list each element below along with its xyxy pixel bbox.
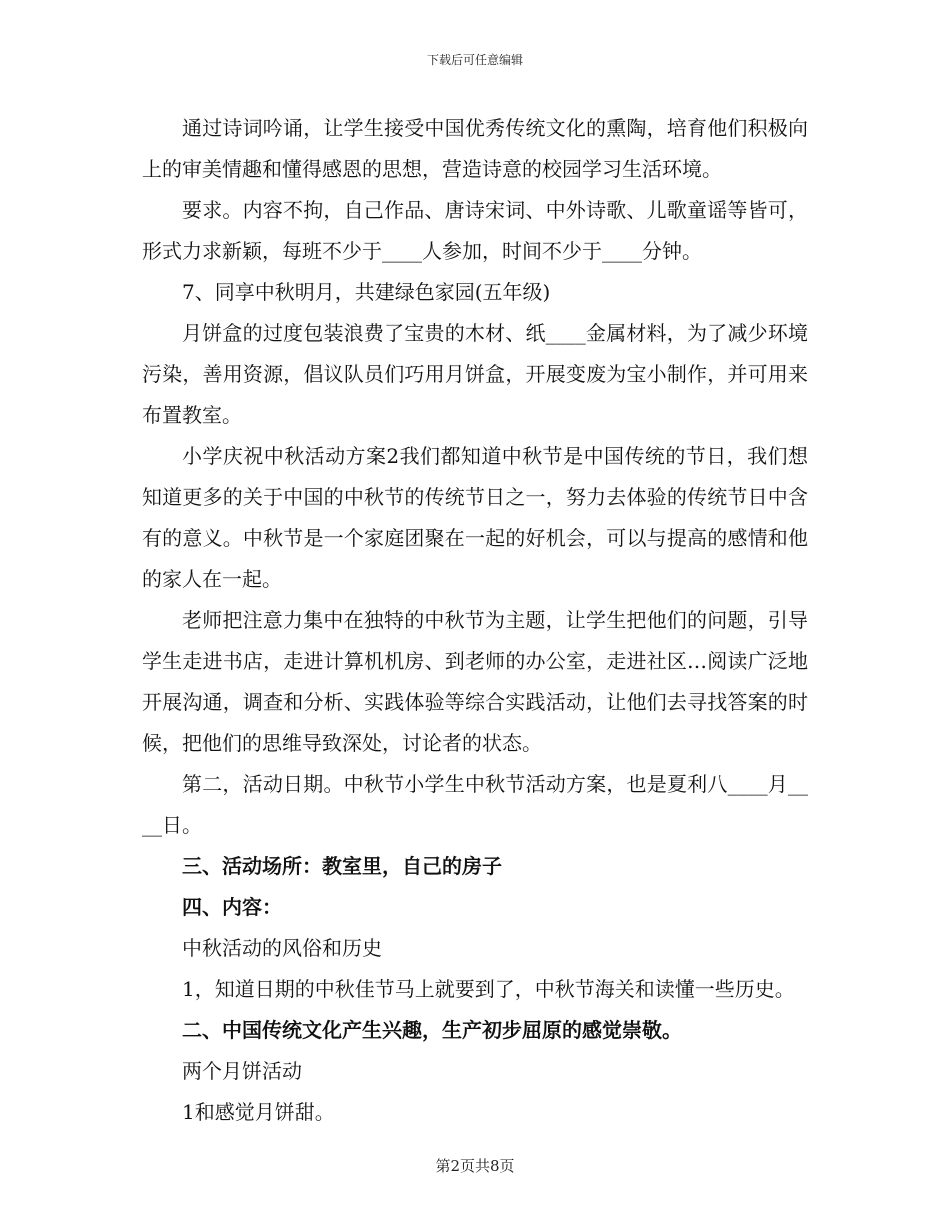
page-footer: 第2页共8页 (435, 1157, 515, 1175)
paragraph-item-1-mooncake: 1和感觉月饼甜。 (182, 1100, 335, 1124)
paragraph-requirements: 要求。内容不拘，自己作品、唐诗宋词、中外诗歌、儿歌童谣等皆可，形式力求新颖，每班不少于____人参加，时间不少于____分钟。 (142, 198, 808, 263)
paragraph-poetry-recitation: 通过诗词吟诵，让学生接受中国优秀传统文化的熏陶，培育他们积极向上的审美情趣和懂得感恩的思想，营造诗意的校园学习生活环境。 (142, 116, 808, 181)
paragraph-plan-2-intro: 小学庆祝中秋活动方案2我们都知道中秋节是中国传统的节日，我们想知道更多的关于中国的中秋节的传统节日之一，努力去体验的传统节日中含有的意义。中秋节是一个家庭团聚在一起的好机会，可以与提高的感情和他的家人在一起。 (142, 444, 808, 591)
page-header: 下载后可任意编辑 (426, 53, 523, 67)
paragraph-teacher-guidance: 老师把注意力集中在独特的中秋节为主题，让学生把他们的问题，引导学生走进书店，走进计算机机房、到老师的办公室，走进社区…阅读广泛地开展沟通，调查和分析、实践体验等综合实践活动，让他们去寻找答案的时候，把他们的思维导致深处，讨论者的状态。 (142, 608, 808, 755)
paragraph-two-mooncake-activities: 两个月饼活动 (182, 1059, 302, 1083)
heading-traditional-culture: 二、中国传统文化产生兴趣，生产初步屈原的感觉崇敬。 (182, 1018, 682, 1042)
paragraph-item-7-title: 7、同享中秋明月，共建绿色家园(五年级) (182, 280, 551, 304)
paragraph-activity-date: 第二，活动日期。中秋节小学生中秋节活动方案，也是夏利八____月____日。 (142, 772, 808, 837)
heading-content: 四、内容： (182, 895, 282, 919)
paragraph-mooncake-box: 月饼盒的过度包装浪费了宝贵的木材、纸____金属材料，为了减少环境污染，善用资源，倡议队员们巧用月饼盒，开展变废为宝小制作，并可用来布置教室。 (142, 321, 808, 427)
heading-activity-venue: 三、活动场所：教室里，自己的房子 (182, 854, 502, 878)
paragraph-customs-history: 中秋活动的风俗和历史 (182, 936, 382, 960)
document-body (142, 108, 808, 1133)
paragraph-item-1-date: 1，知道日期的中秋佳节马上就要到了，中秋节海关和读懂一些历史。 (182, 977, 795, 1001)
